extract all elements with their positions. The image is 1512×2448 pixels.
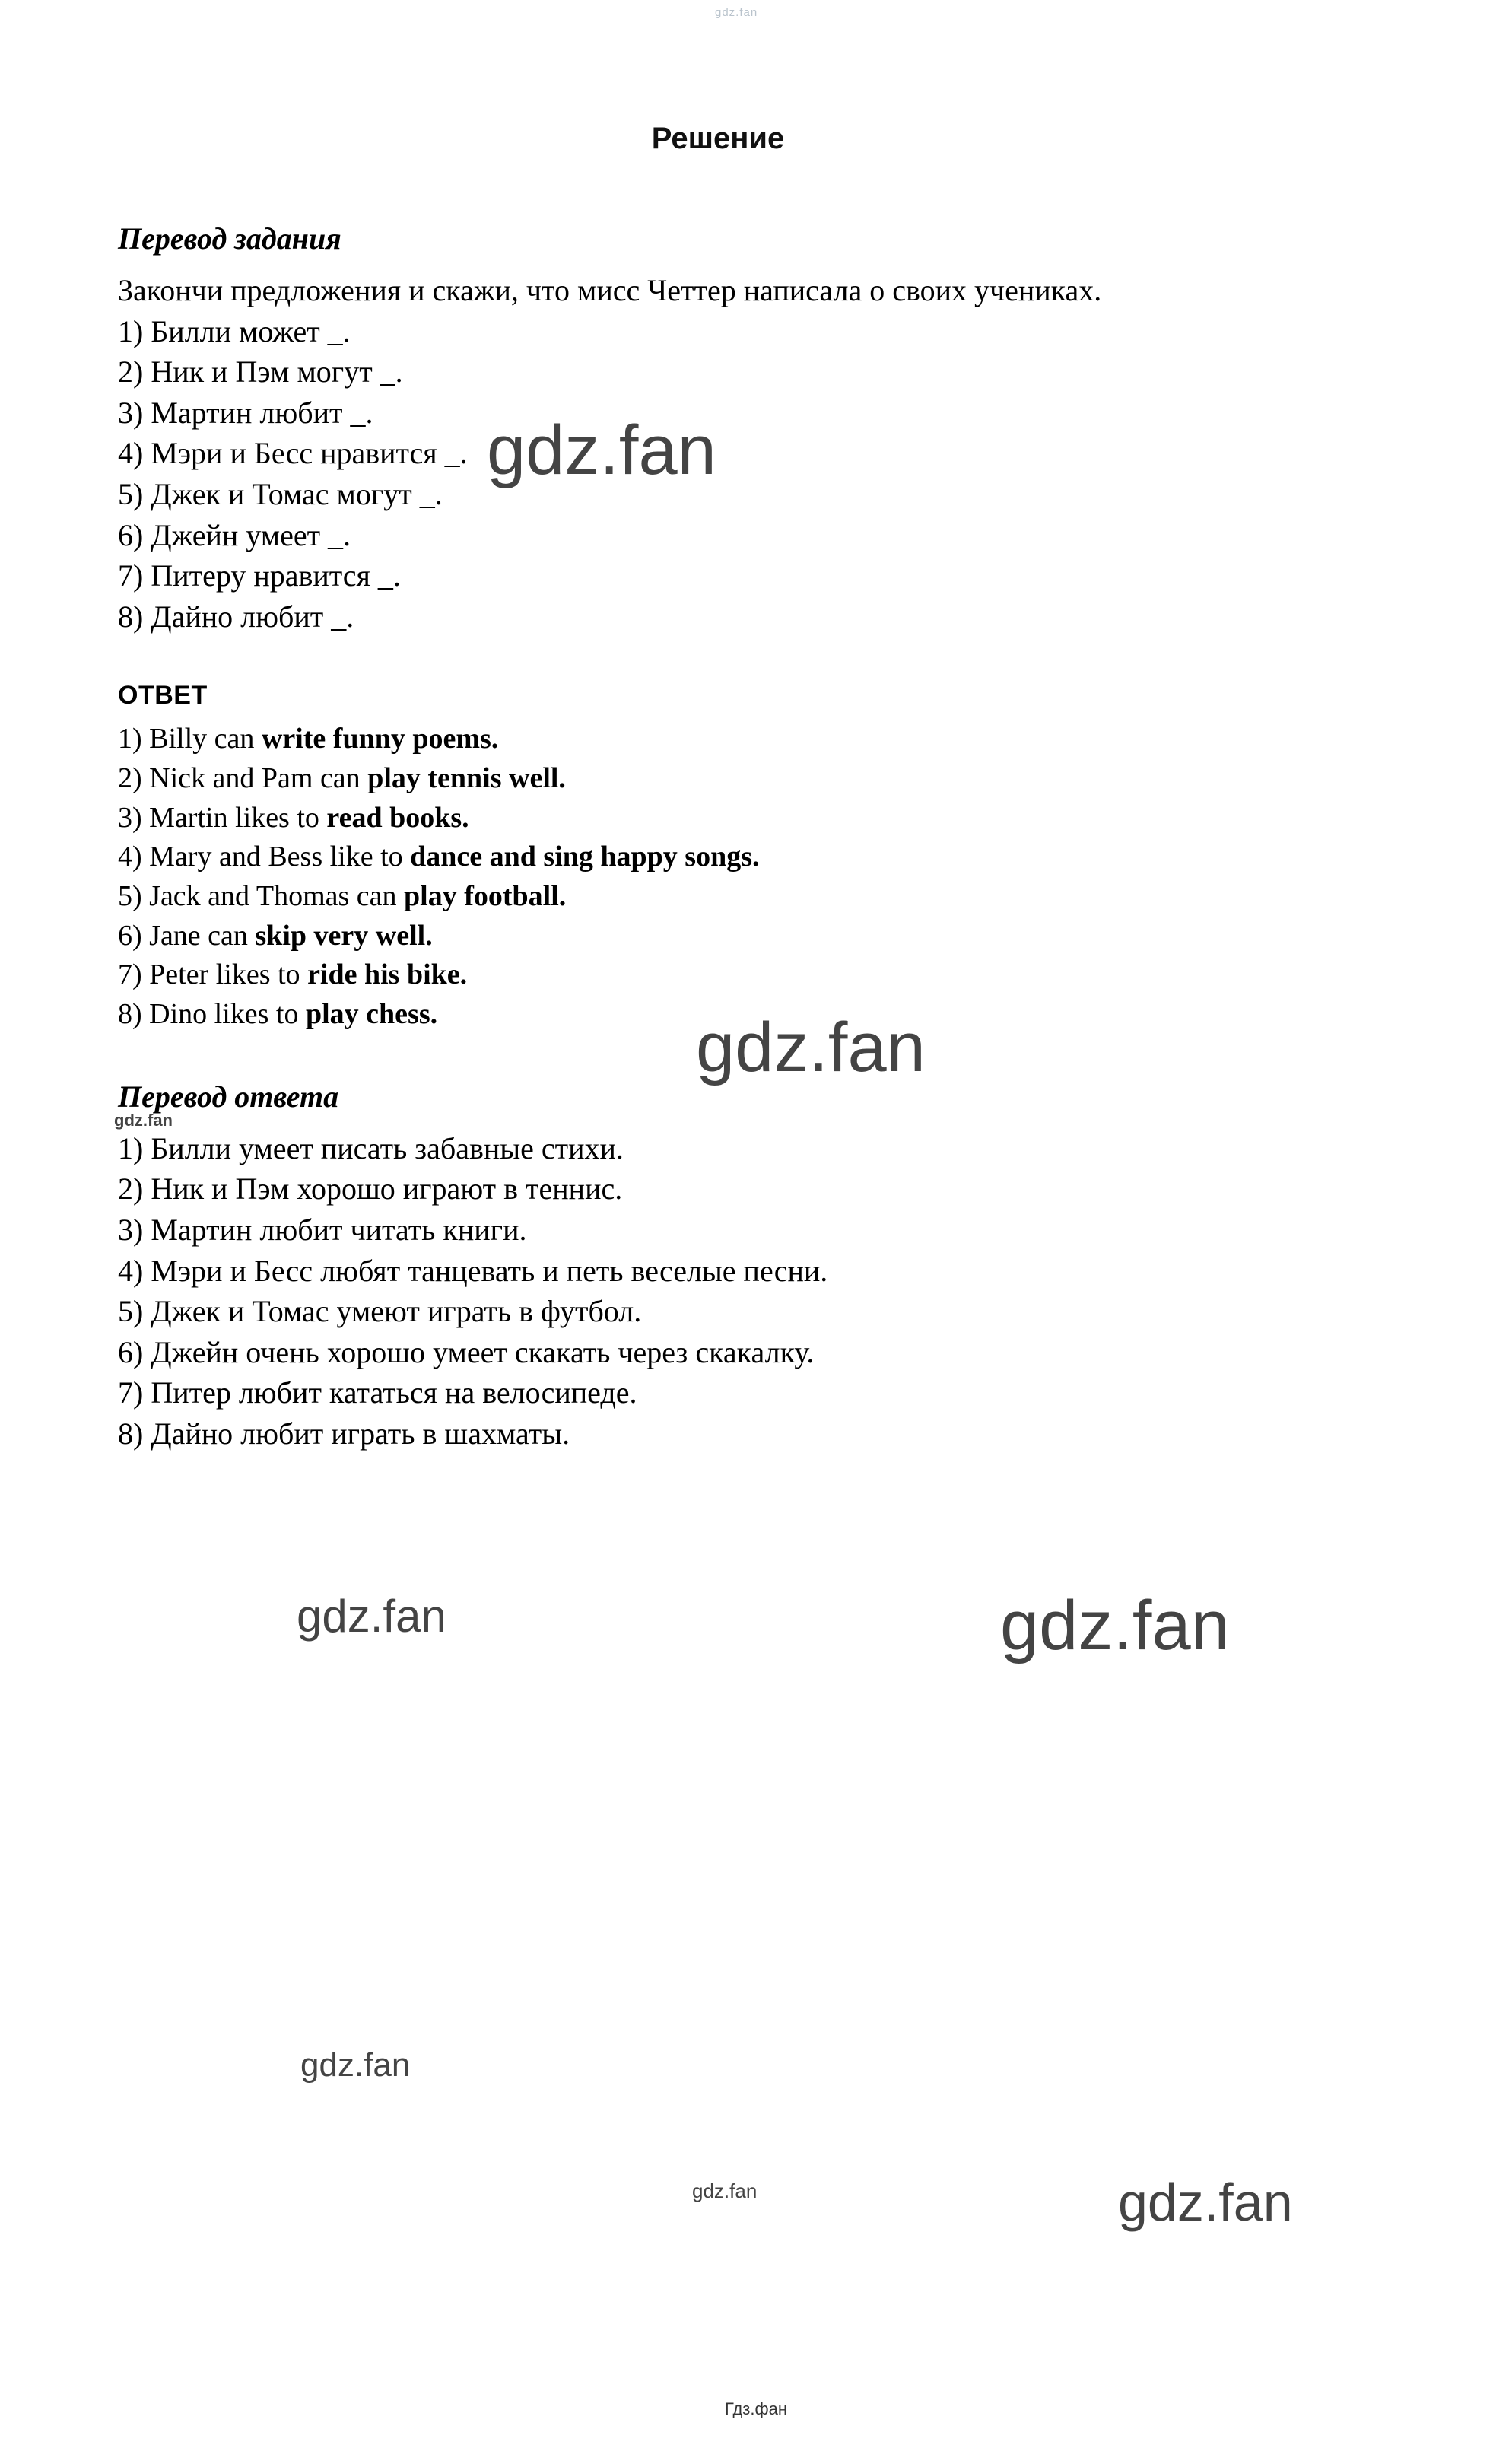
top-watermark: gdz.fan <box>715 6 758 19</box>
watermark: gdz.fan <box>1000 1587 1230 1664</box>
answer-item-bold: skip very well. <box>255 919 433 952</box>
answer-item-plain: 6) Jane can <box>118 919 256 952</box>
task-item: 3) Мартин любит _. <box>118 395 373 430</box>
answer-item-bold: play football. <box>404 880 567 913</box>
answer-translation-item: 5) Джек и Томас умеют играть в футбол. <box>118 1294 642 1329</box>
answer-item-bold: play tennis well. <box>367 762 566 795</box>
watermark: gdz.fan <box>297 1591 446 1642</box>
answer-translation-item: 7) Питер любит кататься на велосипеде. <box>118 1375 637 1410</box>
answer-translation-item: 8) Дайно любит играть в шахматы. <box>118 1416 570 1451</box>
answer-translation-item: 2) Ник и Пэм хорошо играют в теннис. <box>118 1172 623 1207</box>
watermark: gdz.fan <box>692 2179 758 2202</box>
watermark: gdz.fan <box>1118 2173 1293 2232</box>
document-body <box>118 221 1411 1454</box>
page-footer: Гдз.фан <box>725 2399 787 2418</box>
answer-item <box>118 955 1411 995</box>
answer-item <box>118 759 1411 799</box>
watermark: gdz.fan <box>114 1111 173 1130</box>
answer-item <box>118 838 1411 877</box>
answer-item-bold: read books. <box>326 801 469 834</box>
answer-item-plain: 8) Dino likes to <box>118 998 306 1031</box>
answer-item <box>118 799 1411 838</box>
answer-item-plain: 4) Mary and Bess like to <box>118 841 411 873</box>
task-item: 7) Питеру нравится _. <box>118 558 401 593</box>
task-item: 2) Ник и Пэм могут _. <box>118 354 403 389</box>
answer-translation-heading: Перевод ответа <box>118 1079 339 1114</box>
task-translation-heading: Перевод задания <box>118 221 341 256</box>
answer-item-plain: 7) Peter likes to <box>118 959 308 991</box>
task-item: 5) Джек и Томас могут _. <box>118 476 443 511</box>
answer-translation-item: 6) Джейн очень хорошо умеет скакать через скакалку. <box>118 1334 815 1369</box>
task-item: 4) Мэри и Бесс нравится _. <box>118 436 468 471</box>
answer-item-bold: dance and sing happy songs. <box>410 841 760 873</box>
task-translation-intro: Закончи предложения и скажи, что мисс Четтер написала о своих учениках. <box>118 273 1102 307</box>
answer-item-bold: ride his bike. <box>307 959 468 991</box>
watermark: gdz.fan <box>487 412 716 489</box>
answer-item <box>118 995 1411 1035</box>
watermark: gdz.fan <box>696 1009 926 1086</box>
answer-item <box>118 877 1411 917</box>
answer-translation-item: 1) Билли умеет писать забавные стихи. <box>118 1130 624 1165</box>
answer-item-bold: write funny poems. <box>261 723 499 755</box>
task-item: 8) Дайно любит _. <box>118 599 354 634</box>
answer-item-bold: play chess. <box>305 998 438 1031</box>
answer-item <box>118 720 1411 759</box>
answer-item-plain: 1) Billy can <box>118 723 262 755</box>
answer-item-plain: 3) Martin likes to <box>118 801 327 834</box>
answer-item-plain: 2) Nick and Pam can <box>118 762 368 795</box>
answer-translation-item: 3) Мартин любит читать книги. <box>118 1212 527 1247</box>
task-item: 1) Билли может _. <box>118 313 351 348</box>
page-title: Решение <box>651 122 785 155</box>
answer-item-plain: 5) Jack and Thomas can <box>118 880 405 913</box>
answer-item <box>118 917 1411 956</box>
task-item: 6) Джейн умеет _. <box>118 517 351 552</box>
answer-translation-item: 4) Мэри и Бесс любят танцевать и петь веселые песни. <box>118 1253 828 1288</box>
watermark: gdz.fan <box>300 2046 411 2084</box>
answer-heading: ОТВЕТ <box>118 681 208 711</box>
